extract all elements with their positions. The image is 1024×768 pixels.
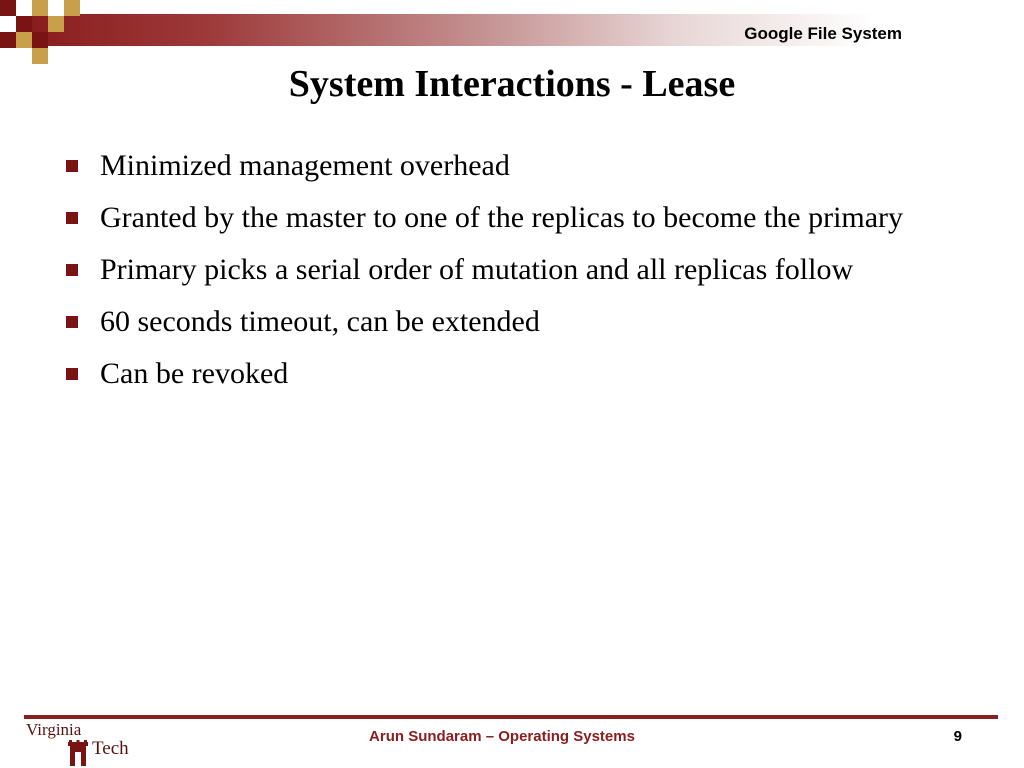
decor-square bbox=[48, 0, 64, 16]
decor-square bbox=[16, 16, 32, 32]
square-bullet-icon bbox=[66, 212, 78, 224]
decor-square bbox=[0, 32, 16, 48]
footer-divider bbox=[24, 715, 998, 719]
course-title: Google File System bbox=[744, 24, 902, 43]
bullet-list bbox=[60, 145, 960, 405]
bullet-item bbox=[60, 197, 960, 239]
bullet-item bbox=[60, 353, 960, 395]
slide-title: System Interactions - Lease bbox=[288, 63, 736, 105]
decor-square bbox=[0, 0, 16, 16]
bullet-text: Minimized management overhead bbox=[100, 149, 510, 182]
footer-author: Arun Sundaram – Operating Systems bbox=[369, 728, 635, 745]
bullet-text: Can be revoked bbox=[100, 357, 289, 390]
square-bullet-icon bbox=[66, 264, 78, 276]
bullet-text: Primary picks a serial order of mutation and all replicas follow bbox=[100, 253, 854, 286]
decor-square bbox=[32, 32, 48, 48]
square-bullet-icon bbox=[66, 368, 78, 380]
page-number: 9 bbox=[953, 728, 962, 745]
decor-square bbox=[48, 16, 64, 32]
bullet-text: Granted by the master to one of the replicas to become the primary bbox=[100, 201, 904, 234]
bullet-text: 60 seconds timeout, can be extended bbox=[100, 305, 540, 338]
decor-square bbox=[16, 32, 32, 48]
square-bullet-icon bbox=[66, 160, 78, 172]
decor-square bbox=[32, 0, 48, 16]
decor-square bbox=[64, 0, 80, 16]
square-bullet-icon bbox=[66, 316, 78, 328]
bullet-item bbox=[60, 145, 960, 187]
bullet-item bbox=[60, 249, 960, 291]
logo-word-virginia: Virginia bbox=[26, 720, 82, 739]
logo-word-tech: Tech bbox=[92, 738, 129, 759]
bullet-item bbox=[60, 301, 960, 343]
